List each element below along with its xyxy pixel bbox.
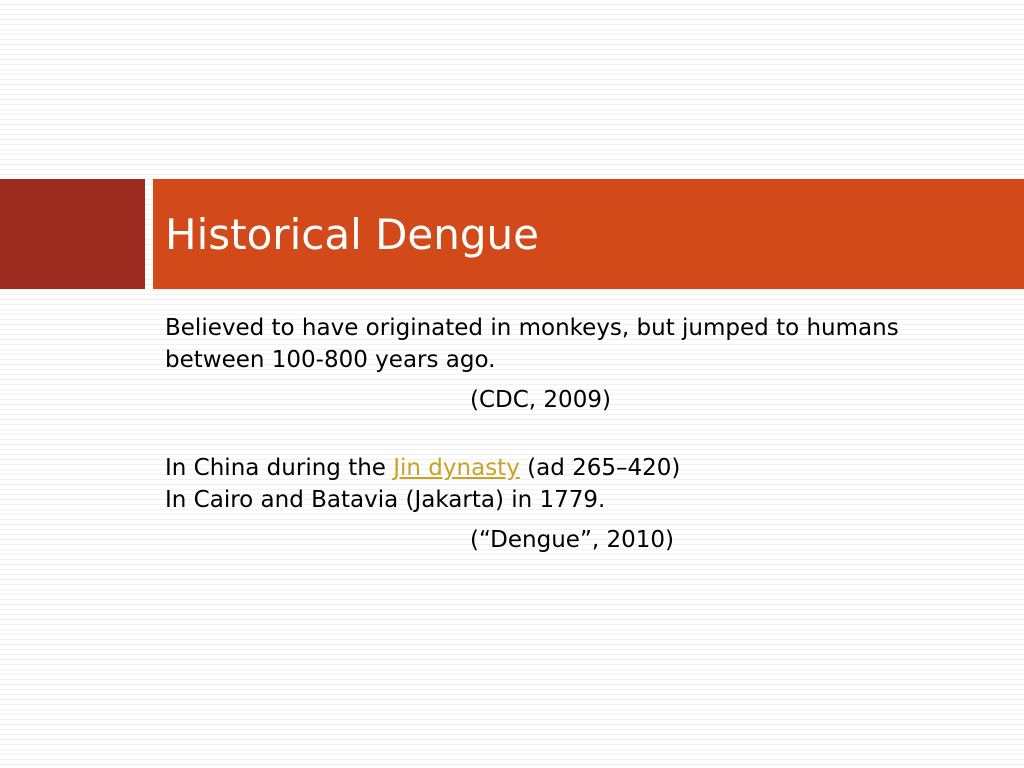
- title-accent-block: [0, 179, 145, 289]
- body-line-cairo: In Cairo and Batavia (Jakarta) in 1779.: [165, 487, 606, 513]
- spacer: [165, 416, 965, 452]
- citation-dengue: (“Dengue”, 2010): [470, 527, 674, 553]
- title-bar: [153, 179, 1024, 289]
- china-suffix: (ad 265–420): [519, 455, 681, 481]
- citation-cdc: (CDC, 2009): [470, 387, 611, 413]
- body-line-china: [165, 452, 965, 484]
- jin-dynasty-link[interactable]: Jin dynasty: [393, 455, 520, 481]
- slide-title: Historical Dengue: [165, 210, 540, 259]
- body-paragraph-origin: Believed to have originated in monkeys, but jumped to humans between 100-800 years ago.: [165, 315, 899, 373]
- slide-body: [165, 312, 965, 556]
- china-prefix: In China during the: [165, 455, 394, 481]
